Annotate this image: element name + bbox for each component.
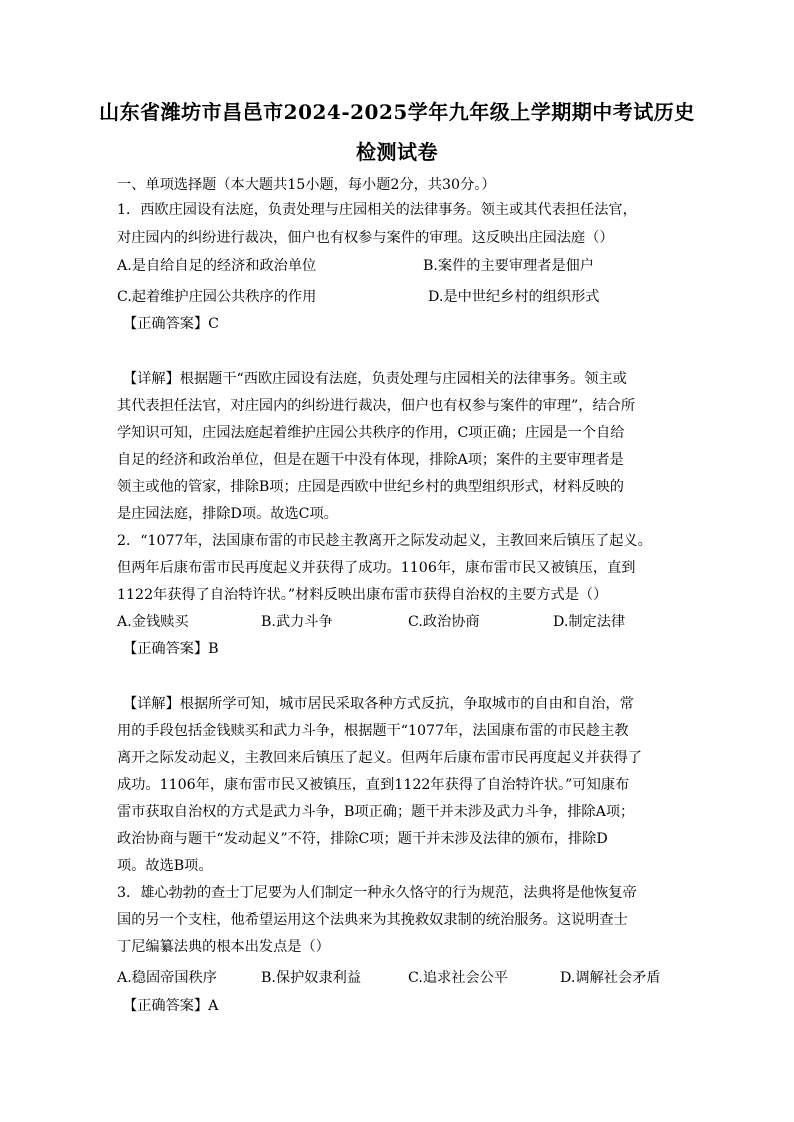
q2-explanation-line-3: 离开之际发动起义，主教回来后镇压了起义。但两年后康布雷市民再度起义并获得了 [117,750,642,766]
q3-option-a: A.稳固帝国秩序 [117,970,217,986]
q3-stem-line-2: 国的另一个支柱，他希望运用这个法典来为其挽救奴隶制的统治服务。这说明查士 [117,912,628,928]
q2-explanation-line-6: 政治协商与题干“发动起义”不符，排除C项；题干并未涉及法律的颁布，排除D [117,831,608,847]
q2-explanation-line-7: 项。故选B项。 [117,858,213,874]
q1-answer: 【正确答案】C [123,316,219,332]
q2-answer: 【正确答案】B [123,641,219,657]
q3-stem-line-3: 丁尼编纂法典的根本出发点是（） [117,939,330,955]
q2-stem-line-1: 2．“1077年，法国康布雷的市民趁主教离开之际发动起义，主教回来后镇压了起义。 [117,533,652,549]
q1-option-b: B.案件的主要审理者是佃户 [423,258,594,274]
q1-stem-line-1: 1．西欧庄园设有法庭，负责处理与庄园相关的法律事务。领主或其代表担任法官， [117,202,637,218]
section-heading: 一、单项选择题（本大题共15小题，每小题2分，共30分。） [117,177,496,193]
q2-option-c: C.政治协商 [408,614,480,630]
q2-explanation-line-5: 雷市获取自治权的方式是武力斗争，B项正确；题干并未涉及武力斗争，排除A项； [117,804,635,820]
q1-explanation-line-5: 领主或他的管家，排除B项；庄园是西欧中世纪乡村的典型组织形式，材料反映的 [117,479,624,495]
q1-option-a: A.是自给自足的经济和政治单位 [117,258,317,274]
q2-explanation-line-4: 成功。1106年，康布雷市民又被镇压，直到1122年获得了自治特许状。”可知康布 [117,777,630,793]
q1-explanation-line-4: 自足的经济和政治单位，但是在题干中没有体现，排除A项；案件的主要审理者是 [117,452,624,468]
q3-answer: 【正确答案】A [123,998,219,1014]
q1-option-d: D.是中世纪乡村的组织形式 [428,289,600,305]
q2-explanation-line-1: 【详解】根据所学可知，城市居民采取各种方式反抗，争取城市的自由和自治，常 [123,696,634,712]
q2-stem-line-3: 1122年获得了自治特许状。”材料反映出康布雷市获得自治权的主要方式是（） [117,587,608,603]
q1-explanation-line-3: 学知识可知，庄园法庭起着维护庄园公共秩序的作用，C项正确；庄园是一个自给 [117,425,625,441]
q2-option-d: D.制定法律 [553,614,626,630]
q1-stem-line-2: 对庄园内的纠纷进行裁决，佃户也有权参与案件的审理。这反映出庄园法庭（） [117,230,614,246]
q2-option-a: A.金钱赎买 [117,614,189,630]
q3-option-b: B.保护奴隶利益 [261,970,362,986]
q3-option-c: C.追求社会公平 [408,970,508,986]
q3-stem-line-1: 3．雄心勃勃的查士丁尼要为人们制定一种永久恪守的行为规范，法典将是他恢复帝 [117,885,637,901]
q2-option-b: B.武力斗争 [261,614,333,630]
exam-title-line-1: 山东省潍坊市昌邑市2024-2025学年九年级上学期期中考试历史 [99,100,695,124]
q2-explanation-line-2: 用的手段包括金钱赎买和武力斗争，根据题干“1077年，法国康布雷的市民趁主教 [117,723,629,739]
q1-option-c: C.起着维护庄园公共秩序的作用 [117,289,317,305]
q1-explanation-line-1: 【详解】根据题干“西欧庄园设有法庭，负责处理与庄园相关的法律事务。领主或 [123,371,627,387]
q2-stem-line-2: 但两年后康布雷市民再度起义并获得了成功。1106年，康布雷市民又被镇压，直到 [117,560,636,576]
q1-explanation-line-2: 其代表担任法官，对庄园内的纠纷进行裁决，佃户也有权参与案件的审理”，结合所 [117,398,636,414]
q1-explanation-line-6: 是庄园法庭，排除D项。故选C项。 [117,506,338,522]
exam-title-line-2: 检测试卷 [356,140,438,164]
q3-option-d: D.调解社会矛盾 [560,970,661,986]
